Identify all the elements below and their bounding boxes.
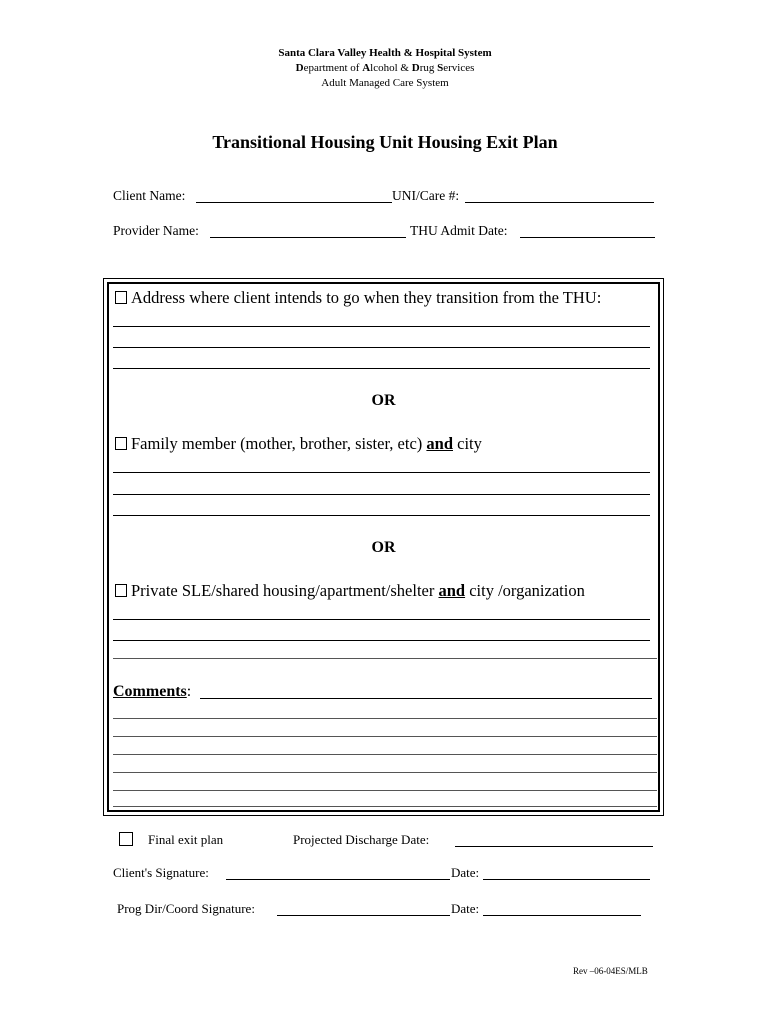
- admit-date-label: THU Admit Date:: [410, 223, 508, 238]
- page-title: Transitional Housing Unit Housing Exit Plan: [212, 132, 558, 152]
- prog-date-label: Date:: [451, 901, 480, 916]
- system-name: Adult Managed Care System: [321, 77, 449, 89]
- projected-date-field[interactable]: [455, 846, 653, 847]
- answer-line[interactable]: [113, 619, 650, 620]
- or-divider: OR: [371, 539, 396, 556]
- client-signature-label: Client's Signature:: [113, 865, 209, 880]
- or-divider: OR: [371, 392, 396, 409]
- option-family: Family member (mother, brother, sister, etc) and city: [115, 434, 482, 454]
- uni-care-field[interactable]: [465, 202, 654, 203]
- admit-date-field[interactable]: [520, 237, 655, 238]
- projected-date-label: Projected Discharge Date:: [293, 832, 430, 847]
- client-date-label: Date:: [451, 865, 480, 880]
- client-signature-field[interactable]: [226, 879, 450, 880]
- prog-signature-label: Prog Dir/Coord Signature:: [117, 901, 255, 916]
- answer-line[interactable]: [113, 640, 650, 641]
- answer-line[interactable]: [113, 347, 650, 348]
- provider-name-field[interactable]: [210, 237, 406, 238]
- final-exit-label: Final exit plan: [148, 832, 224, 847]
- comments-line[interactable]: [113, 806, 657, 807]
- revision-code: Rev –06-04ES/MLB: [573, 966, 648, 976]
- comments-field[interactable]: [200, 698, 652, 699]
- client-name-label: Client Name:: [113, 188, 186, 203]
- comments-label: Comments:: [113, 683, 192, 700]
- prog-date-field[interactable]: [483, 915, 641, 916]
- answer-line[interactable]: [113, 472, 650, 473]
- comments-line[interactable]: [113, 790, 657, 791]
- provider-name-label: Provider Name:: [113, 223, 199, 238]
- answer-line[interactable]: [113, 368, 650, 369]
- comments-line[interactable]: [113, 772, 657, 773]
- answer-line[interactable]: [113, 494, 650, 495]
- answer-line[interactable]: [113, 658, 657, 659]
- department-name: Department of Alcohol & Drug Services: [295, 62, 475, 74]
- comments-line[interactable]: [113, 754, 657, 755]
- checkbox-family[interactable]: [115, 437, 127, 450]
- option-private: Private SLE/shared housing/apartment/shelter and city /organization: [115, 581, 585, 601]
- comments-line[interactable]: [113, 718, 657, 719]
- answer-line[interactable]: [113, 515, 650, 516]
- client-name-field[interactable]: [196, 202, 392, 203]
- answer-line[interactable]: [113, 326, 650, 327]
- uni-care-label: UNI/Care #:: [392, 188, 460, 203]
- client-date-field[interactable]: [483, 879, 650, 880]
- org-name: Santa Clara Valley Health & Hospital System: [278, 47, 492, 59]
- checkbox-address[interactable]: [115, 291, 127, 304]
- checkbox-private[interactable]: [115, 584, 127, 597]
- option-address: Address where client intends to go when they transition from the THU:: [115, 288, 601, 308]
- final-exit-checkbox[interactable]: [119, 832, 133, 846]
- comments-line[interactable]: [113, 736, 657, 737]
- prog-signature-field[interactable]: [277, 915, 450, 916]
